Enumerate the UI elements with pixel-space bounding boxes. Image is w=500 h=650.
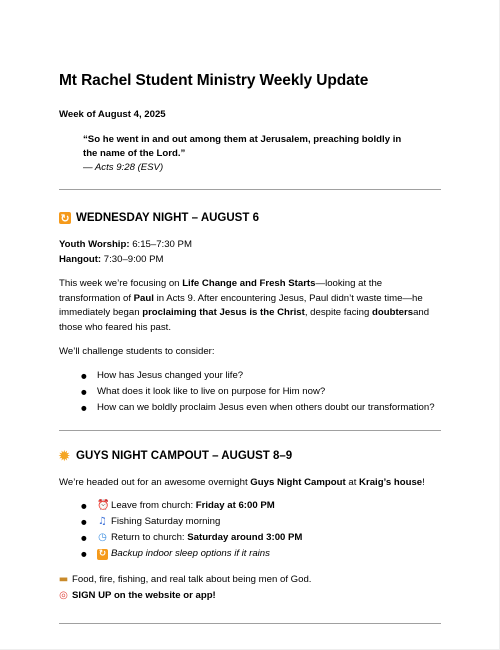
quote-reference: — Acts 9:28 (ESV) (83, 162, 164, 173)
list-item: ● What does it look like to live on purpose for Him now? (59, 384, 441, 400)
text-run-bold: doubters (372, 307, 414, 318)
wednesday-heading-text: WEDNESDAY NIGHT – AUGUST 6 (76, 212, 259, 224)
quote-text: “So he went in and out among them at Jerusalem, preaching boldly in the name of the Lord.” (83, 134, 402, 159)
backup-text: Backup indoor sleep options if it rains (111, 548, 270, 559)
return-text: Return to church: (111, 532, 188, 543)
text-run-bold: Paul (133, 292, 154, 304)
week-of-label: Week of August 4, 2025 (59, 109, 166, 120)
text-run-bold: proclaiming that Jesus is the Christ (142, 307, 305, 318)
repeat-icon: ↻ (98, 549, 107, 559)
campout-intro (59, 476, 441, 491)
text-run: This week we’re focusing on (59, 278, 183, 289)
list-item (59, 514, 441, 530)
text-run: —looking at the transformation of (59, 278, 383, 304)
list-item: ● How has Jesus changed your life? (59, 368, 441, 384)
list-item (59, 530, 441, 546)
signup-text: SIGN UP on the website or app! (72, 590, 216, 601)
list-item (59, 546, 441, 562)
text-run-bold: Kraig’s house (359, 476, 423, 488)
text-run: at (345, 476, 360, 488)
text-run: and those who feared his past. (59, 307, 430, 333)
list-item: ● How can we boldly proclaim Jesus even when others doubt our transformation? (59, 400, 441, 416)
collision-icon (59, 450, 71, 462)
campout-list (59, 498, 441, 562)
divider (59, 430, 441, 431)
fishing-pole-icon: ♫ (98, 516, 107, 527)
question-list (59, 368, 441, 416)
leave-time: Friday at 6:00 PM (195, 500, 275, 511)
signup-line (59, 588, 441, 603)
scripture-quote (83, 133, 413, 175)
food-text: Food, fire, fishing, and real talk about being men of God. (72, 574, 312, 585)
page-title: Mt Rachel Student Ministry Weekly Update (59, 72, 369, 89)
food-line (59, 572, 441, 587)
hangout-line (59, 253, 441, 268)
text-run: ! (422, 476, 425, 488)
youth-worship-line (59, 238, 441, 253)
document-content (59, 70, 441, 624)
wednesday-heading (59, 209, 441, 227)
divider (59, 623, 441, 624)
target-icon: ◎ (59, 590, 68, 601)
clock-icon: ◷ (98, 532, 107, 543)
campout-heading-text: GUYS NIGHT CAMPOUT – AUGUST 8–9 (76, 449, 293, 462)
campout-heading (59, 447, 441, 465)
return-time: Saturday around 3:00 PM (187, 532, 303, 543)
hangout-label: Hangout: (59, 253, 102, 265)
youth-worship-time: 6:15–7:30 PM (129, 239, 192, 250)
divider (59, 189, 441, 190)
hamburger-icon: ▬ (58, 574, 69, 585)
text-run-bold: Guys Night Campout (250, 476, 346, 488)
repeat-icon (59, 212, 71, 224)
fishing-text: Fishing Saturday morning (111, 516, 221, 527)
hangout-time: 7:30–9:00 PM (101, 253, 164, 265)
text-run: , despite facing (304, 307, 373, 318)
wednesday-paragraph (59, 277, 441, 335)
challenge-intro: We’ll challenge students to consider: (59, 346, 215, 357)
text-run: in Acts 9. After encountering Jesus, Paul didn’t waste time—he immediately began (59, 292, 423, 318)
text-run: We’re headed out for an awesome overnight (59, 476, 251, 488)
leave-text: Leave from church: (111, 500, 196, 511)
alarm-clock-icon: ⏰ (97, 500, 110, 511)
text-run-bold: Life Change and Fresh Starts (182, 278, 316, 289)
list-item (59, 498, 441, 514)
youth-worship-label: Youth Worship: (59, 239, 130, 250)
